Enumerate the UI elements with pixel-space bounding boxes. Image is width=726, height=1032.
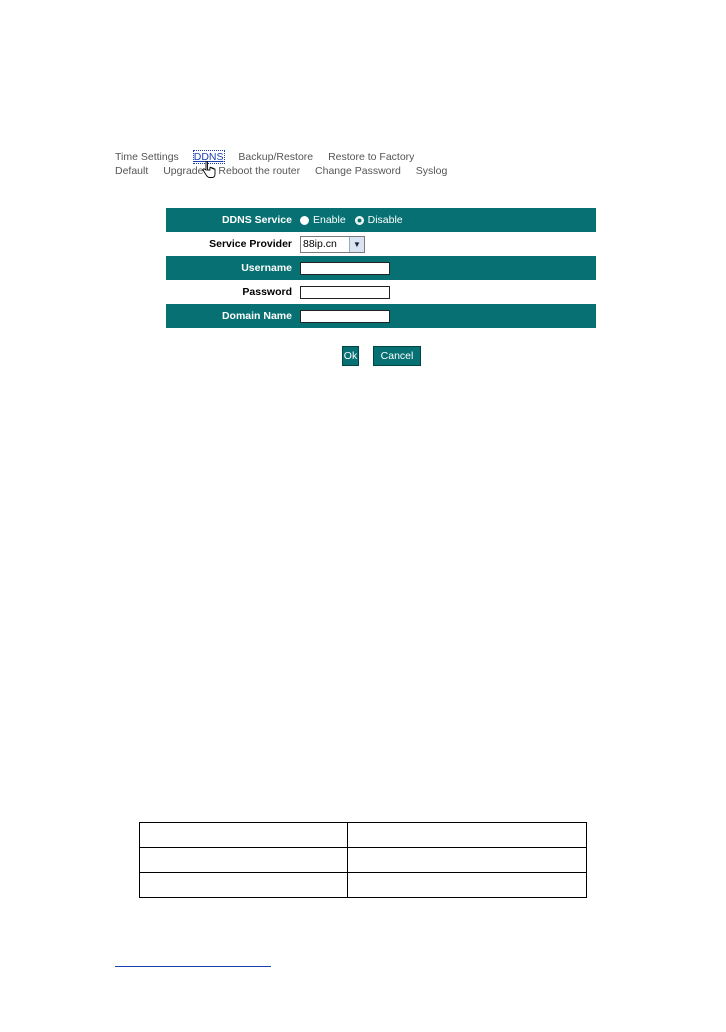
password-row bbox=[166, 280, 596, 304]
ddns-service-label: DDNS Service bbox=[166, 208, 300, 232]
disable-radio-label: Disable bbox=[367, 214, 403, 227]
domain-name-row bbox=[166, 304, 596, 328]
domain-name-label: Domain Name bbox=[166, 304, 300, 328]
service-provider-select[interactable] bbox=[300, 236, 365, 253]
table-row bbox=[140, 823, 587, 848]
enable-radio[interactable] bbox=[300, 216, 309, 225]
table-cell bbox=[348, 823, 587, 848]
nav-row-2 bbox=[115, 164, 535, 178]
chevron-down-icon[interactable]: ▼ bbox=[349, 237, 364, 252]
nav-link-change-password[interactable]: Change Password bbox=[315, 165, 401, 177]
ddns-form bbox=[166, 208, 596, 328]
nav-link-reboot[interactable]: Reboot the router bbox=[218, 165, 301, 177]
nav-link-upgrade[interactable]: Upgrade bbox=[163, 165, 204, 177]
ddns-service-row bbox=[166, 208, 596, 232]
nav-link-ddns[interactable]: DDNS bbox=[193, 151, 224, 163]
nav-link-time-settings[interactable]: Time Settings bbox=[115, 151, 179, 163]
domain-name-input[interactable] bbox=[300, 310, 390, 323]
ok-button[interactable]: Ok bbox=[342, 346, 359, 366]
nav-link-backup-restore[interactable]: Backup/Restore bbox=[238, 151, 314, 163]
table-cell bbox=[348, 848, 587, 873]
table-cell bbox=[348, 873, 587, 898]
ddns-service-options bbox=[300, 208, 596, 232]
username-input[interactable] bbox=[300, 262, 390, 275]
username-row bbox=[166, 256, 596, 280]
table-cell bbox=[140, 873, 348, 898]
password-label: Password bbox=[242, 286, 292, 298]
hand-pointer-icon bbox=[202, 161, 216, 179]
table-row bbox=[140, 873, 587, 898]
document-table bbox=[139, 822, 587, 898]
enable-radio-label: Enable bbox=[313, 214, 346, 227]
table-cell bbox=[140, 848, 348, 873]
service-provider-label: Service Provider bbox=[209, 238, 292, 250]
cancel-button[interactable]: Cancel bbox=[373, 346, 421, 366]
nav-link-default[interactable]: Default bbox=[115, 165, 149, 177]
table-row bbox=[140, 848, 587, 873]
settings-nav bbox=[115, 150, 535, 178]
nav-row-1 bbox=[115, 150, 535, 164]
service-provider-row bbox=[166, 232, 596, 256]
footer-link-underline bbox=[115, 966, 271, 967]
nav-link-restore-factory[interactable]: Restore to Factory bbox=[328, 151, 415, 163]
username-label: Username bbox=[166, 256, 300, 280]
table-cell bbox=[140, 823, 348, 848]
service-provider-value: 88ip.cn bbox=[303, 237, 337, 250]
password-input[interactable] bbox=[300, 286, 390, 299]
disable-radio[interactable] bbox=[355, 216, 364, 225]
nav-link-syslog[interactable]: Syslog bbox=[415, 165, 448, 177]
